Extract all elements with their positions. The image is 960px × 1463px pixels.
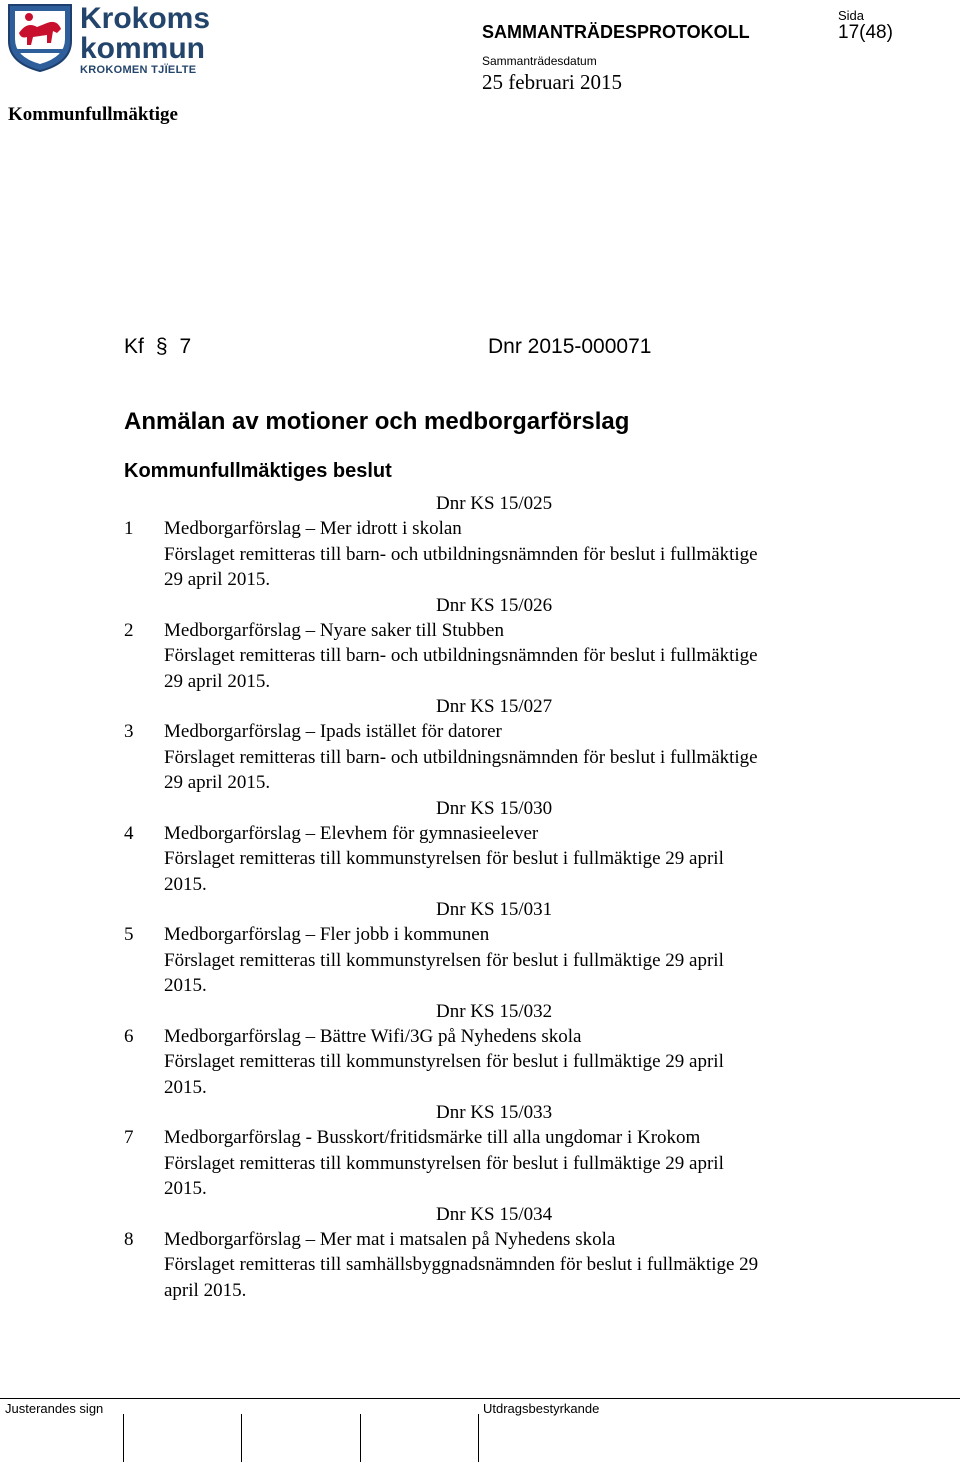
item-heading: Medborgarförslag – Mer idrott i skolan: [164, 518, 462, 540]
footer-divider: [0, 1398, 960, 1399]
item-number: 7: [124, 1127, 134, 1149]
item-heading: Medborgarförslag - Busskort/fritidsmärke till alla ungdomar i Krokom: [164, 1127, 701, 1149]
document-type: SAMMANTRÄDESPROTOKOLL: [482, 22, 750, 42]
item-number: 2: [124, 619, 134, 641]
item-body: Förslaget remitteras till kommunstyrelsen för beslut i fullmäktige 29 april 2015.: [164, 949, 724, 997]
item-dnr: Dnr KS 15/034: [436, 1203, 553, 1225]
signature-box-divider: [360, 1414, 361, 1462]
item-heading: Medborgarförslag – Elevhem för gymnasieelever: [164, 822, 539, 844]
item-number: 3: [124, 721, 134, 743]
item-heading: Medborgarförslag – Nyare saker till Stubben: [164, 619, 504, 641]
item-heading: Medborgarförslag – Fler jobb i kommunen: [164, 924, 490, 946]
item-body: Förslaget remitteras till kommunstyrelsen för beslut i fullmäktige 29 april 2015.: [164, 1152, 724, 1200]
item-number: 1: [124, 518, 134, 540]
signature-box-divider: [241, 1414, 242, 1462]
item-dnr: Dnr KS 15/026: [436, 594, 553, 616]
item-heading: Medborgarförslag – Mer mat i matsalen på Nyhedens skola: [164, 1228, 616, 1250]
item-dnr: Dnr KS 15/027: [436, 696, 553, 717]
item-number: 6: [124, 1025, 134, 1047]
item-body: Förslaget remitteras till kommunstyrelsen för beslut i fullmäktige 29 april 2015.: [164, 1051, 724, 1098]
signature-box-divider: [123, 1414, 124, 1462]
item-number: 5: [124, 924, 134, 946]
case-number: Dnr 2015-000071: [488, 335, 652, 358]
logo-text-krokoms: Krokoms: [80, 2, 211, 35]
item-body: Förslaget remitteras till barn- och utbildningsnämnden för beslut i fullmäktige 29 april 2015.: [164, 746, 758, 794]
signature-box-divider: [478, 1414, 479, 1462]
logo-text-kommun: kommun: [80, 32, 206, 65]
item-number: 8: [124, 1228, 134, 1250]
item-heading: Medborgarförslag – Ipads istället för datorer: [164, 721, 502, 743]
paragraph-reference: [124, 335, 191, 359]
paragraph-prefix: Kf: [124, 335, 144, 358]
page-label: Sida: [838, 8, 865, 23]
paragraph-symbol: §: [155, 335, 168, 358]
logo-text-sami-name: KROKOMEN TJÏELTE: [80, 64, 197, 76]
item-body: Förslaget remitteras till kommunstyrelsen för beslut i fullmäktige 29 april 2015.: [164, 848, 724, 895]
body-name: Kommunfullmäktige: [8, 104, 178, 125]
adjuster-signature-label: Justerandes sign: [5, 1401, 104, 1416]
meeting-date: 25 februari 2015: [482, 70, 622, 94]
item-dnr: Dnr KS 15/033: [436, 1102, 553, 1123]
meeting-date-label: Sammanträdesdatum: [482, 54, 597, 68]
item-dnr: Dnr KS 15/032: [436, 1000, 553, 1022]
decision-heading: Kommunfullmäktiges beslut: [124, 460, 392, 482]
item-number: 4: [124, 822, 134, 844]
coat-of-arms-icon: [7, 3, 73, 73]
paragraph-number: 7: [179, 335, 192, 358]
item-title: Anmälan av motioner och medborgarförslag: [124, 408, 630, 435]
extract-certification-label: Utdragsbestyrkande: [483, 1401, 600, 1416]
item-body: Förslaget remitteras till barn- och utbildningsnämnden för beslut i fullmäktige 29 april 2015.: [164, 645, 758, 692]
item-dnr: Dnr KS 15/030: [436, 797, 553, 819]
item-heading: Medborgarförslag – Bättre Wifi/3G på Nyhedens skola: [164, 1025, 582, 1047]
item-dnr: Dnr KS 15/025: [436, 493, 553, 514]
item-body: Förslaget remitteras till barn- och utbildningsnämnden för beslut i fullmäktige 29 april 2015.: [164, 543, 758, 591]
item-dnr: Dnr KS 15/031: [436, 899, 553, 920]
item-body: Förslaget remitteras till samhällsbyggnadsnämnden för beslut i fullmäktige 29 april 2015.: [164, 1254, 759, 1301]
page-number: 17(48): [838, 22, 893, 43]
